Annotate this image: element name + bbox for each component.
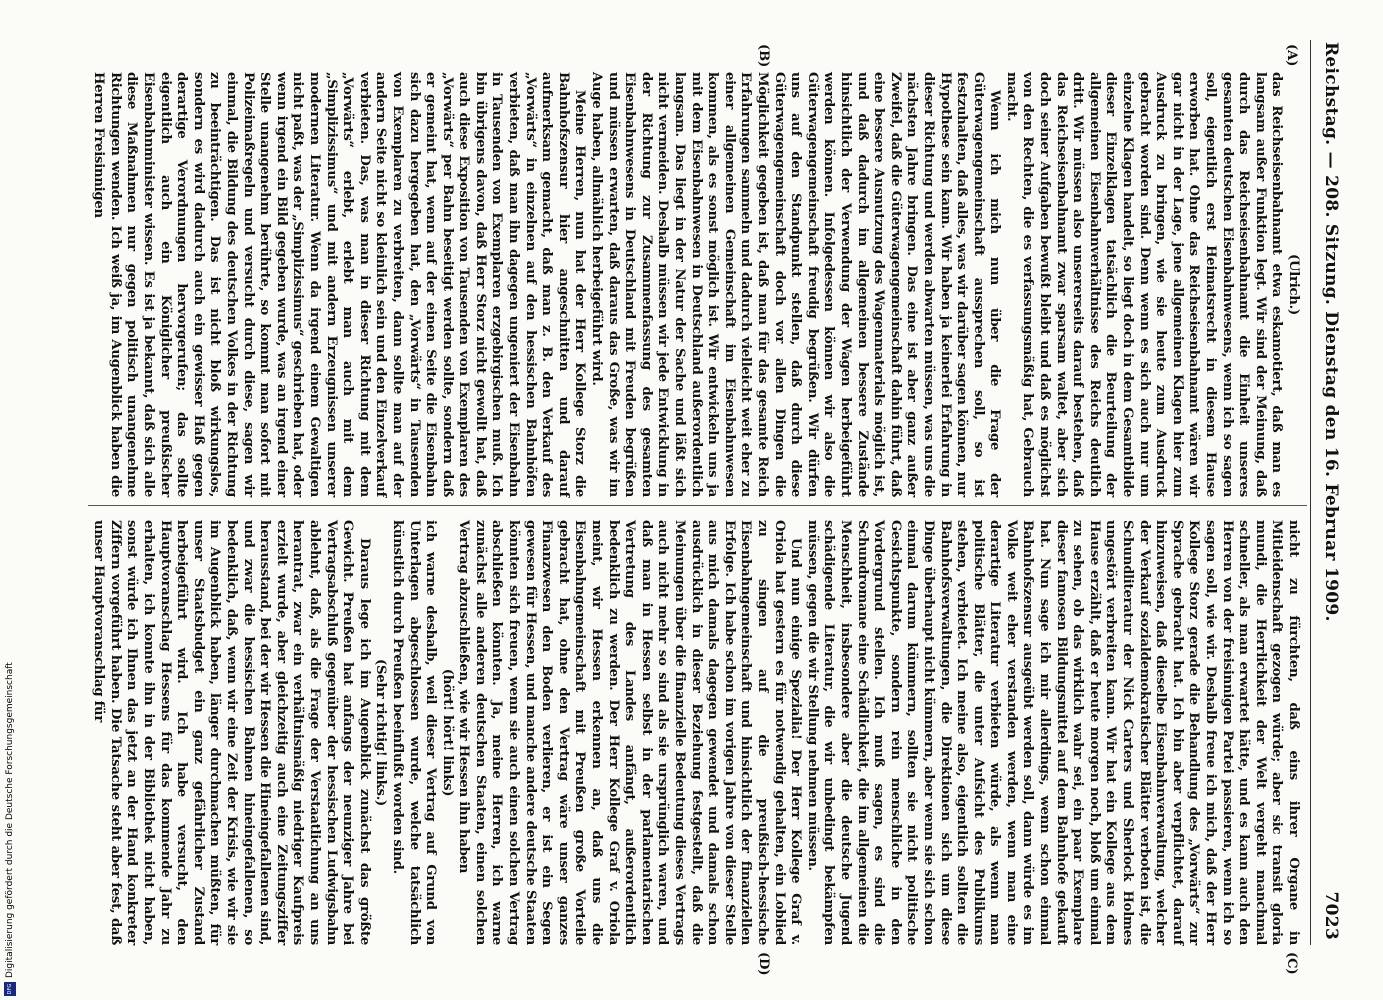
paragraph: Wenn ich mich nun über die Frage der Güterwagengemeinschaft aussprechen soll, so ist festzuhalten, daß alles, was wir darüber sagen können, nur Hypothese sein kann. Wir haben ja keinerlei Erfahrung in dieser Richtung und werden abwarten müssen, was uns die nächsten Jahre bringen. Das eine ist aber ganz außer Zweifel, daß die Güterwagengemeinschaft dahin führt, daß eine bessere Ausnutzung des Wagenmaterials möglich ist, und daß dadurch im allgemeinen bessere Zustände hinsichtlich der Verwendung der Wagen herbeigeführt werden können. Infolgedessen können wir also die Güterwagengemeinschaft freudig begrüßen. Wir dürfen uns auf den Standpunkt stellen, daß durch diese Güterwagengemeinschaft doch vor allen Dingen die Möglichkeit gegeben ist, daß man für das gesamte Reich Erfahrungen sammeln und dadurch vielleicht weit eher zu einer allgemeinen Gemeinschaft im Eisenbahnwesen kommen, als es sonst möglich ist. Wir entwickeln uns ja mit dem Eisenbahnwesen in Deutschland außerordentlich langsam. Das liegt in der Natur der Sache und läßt sich nicht vermeiden. Deshalb müssen wir jede Entwicklung in der Richtung zur Zusammenfassung des gesamten Eisenbahnwesens in Deutschland mit Freuden begrüßen und müssen erwarten, daß daraus das Große, was wir im Auge haben, allmählich herbeigeführt wird. xyxy=(589,72,1003,497)
speaker-name: (Ulrich.) xyxy=(1286,254,1301,315)
page-header-title: Reichstag. — 208. Sitzung. Dienstag den 16. Februar 1909. xyxy=(1321,42,1341,622)
margin-marker-a: (A) xyxy=(1284,44,1299,67)
paragraph: Meine Herren, nun hat der Herr Kollege Storz die Bahnhofszensur hier angeschnitten und darauf aufmerksam gemacht, daß man z. B. den Verkauf des „Vorwärts“ in einzelnen auf den hessischen Bahnhöfen verbieten, daß man ihn dagegen ungeniert der Eisenbahn in Tausenden von Exemplaren erzgebirgischen muß. Ich bin übrigens davon, daß Herr Storz nicht gewollt hat, daß auch diese Exposition von Tausenden von Exemplaren des „Vorwärts“ per Bahn beseitigt werden sollte, sondern daß er gemeint hat, wenn auf der einen Seite die Eisenbahn sich dazu hergegeben hat, den „Vorwärts“ in Tausenden von Exemplaren zu verbreiten, dann sollte man auf der andern Seite nicht so kleinlich sein und den Einzelverkauf verbieten. Das, was man in dieser Richtung mit dem „Vorwärts“ erlebt, erlebt man auch mit dem „Simplizissimus“ und mit andern Erzeugnissen unserer modernen Literatur. Wenn da irgend einem Gewaltigen nicht paßt, was der „Simplizissimus“ geschrieben hat, oder wenn irgend ein Bild gegeben wurde, was an irgend einer Stelle unangenehm berührte, so kommt man sofort mit Polizeimaßregeln und versucht durch diese, sagen wir einmal, die Bildung des deutschen Volkes in der Richtung zu beeinträchtigen. Das ist nicht bloß wirkungslos, sondern es wird dadurch auch ein gewisser Haß gegen derartige Verordnungen hervorgerufen; das sollte eigentlich auch ein Königlicher preußischer Eisenbahnminister wissen. Es ist ja bekannt, daß sich alle diese Maßnahmen nur gegen politisch unangenehme Richtungen wenden. Ich weiß ja, im Augenblick haben die Herren Freisinnigen xyxy=(91,72,588,497)
side-credit-strip xyxy=(0,0,20,1000)
margin-marker-c: (C) xyxy=(1284,952,1299,975)
dfg-logo-icon: DFG xyxy=(4,982,16,996)
interjection: (hört! hört! links) xyxy=(439,668,455,797)
margin-marker-b: (B) xyxy=(756,44,771,68)
header-rule xyxy=(1310,40,1311,945)
paragraph: Und nun einige Spezialia! Der Herr Kollege Graf v. Oriola hat gestern es für notwendig gehalten, ein Loblied zu singen auf die preußisch-hessische Eisenbahngemeinschaft und hinsichtlich der finanziellen Erfolge. Ich habe schon im vorigen Jahre von dieser Stelle aus mich damals dagegen gewendet und damals schon ausdrücklich in dieser Beziehung festgestellt, daß die Meinungen über die finanzielle Bedeutung dieses Vertrags auch nicht mehr so sind als sie ursprünglich waren, und daß man in Hessen selbst in der parlamentarischen Vertretung des Landes anfängt, außerordentlich bedenklich zu werden. Der Herr Kollege Graf v. Oriola meint, wir Hessen erkennen an, daß uns die Eisenbahngemeinschaft mit Preußen große Vorteile gebracht hat, ohne den Vertrag wäre unser ganzes Finanzwesen den Boden verlieren, er ist ein Segen gewesen für Hessen, und manche andere deutsche Staaten könnten sich freuen, wenn sie auch einen solchen Vertrag abschließen könnten. Ja, meine Herren, ich warne zunächst alle anderen deutschen Staaten, einen solchen Vertrag abzuschließen, wie wir Hessen ihn haben xyxy=(456,520,804,945)
right-column xyxy=(90,520,1301,945)
paragraph: das Reichseisenbahnamt etwa eskamotiert, daß man es langsam außer Funktion legt. Wir sind der Meinung, daß durch das Reichseisenbahnamt die Einheit unseres gesamten deutschen Eisenbahnwesens, wenn ich so sagen soll, eigentlich erst Heimatsrecht in diesem Hause erworben hat. Ohne das Reichseisenbahnamt wären wir gar nicht in der Lage, jene allgemeinen Klagen hier zum Ausdruck zu bringen, wie sie heute zum Ausdruck gebracht worden sind. Denn wenn es sich auch nur um einzelne Klagen handelt, so liegt doch in dem Gesamtbilde dieser Einzelklagen tatsächlich die Beurteilung der allgemeinen Eisenbahnverhältnisse des Reichs deutlich dritt. Wir müssen also unsererseits darauf bestehen, daß das Reichseisenbahnamt zwar sparsam waltet, aber sich doch seiner Aufgaben bewußt bleibt und daß es möglichst von den Rechten, die es verfassungsmäßig hat, Gebrauch macht. xyxy=(1003,72,1285,497)
digitization-credit: Digitalisierung gefördert durch die Deutsche Forschungsgemeinschaft xyxy=(5,662,15,978)
credit-rotator xyxy=(0,0,20,1000)
interjection: (Sehr richtig! links.) xyxy=(373,658,389,807)
paragraph: Daraus lege ich im Augenblick zunächst das größte Gewicht. Preußen hat anfangs der neunziger Jahre bei Vertragsabschluß gegenüber der hessischen Ludwigsbahn ablehnt, daß, als die Frage der Verstaatlichung an uns herantrat, zwar ein verhältnismäßig niedriger Kaufpreis erzielt wurde, aber gleichzeitig auch eine Zeitungsziffer herausstand, bei der wir Hessen die Hineingefallenen sind, und zwar die hessischen Bahnen hineingefallenen, so bedenklich, daß, wenn wir eine Zeit der Krisis, wie wir sie im Augenblick haben, länger durchmachen müßten, für unser Staatsbudget ein ganz gefährlicher Zustand herbeigeführt wird. Ich habe versucht, den Hauptvoranschlag Hessens für das kommende Jahr zu erhalten, ich konnte ihn in der Bibliothek nicht haben, sonst würde ich Ihnen das jetzt an der Hand konkreter Ziffern vorgeführt haben. Die Tatsache steht aber fest, daß unser Hauptvoranschlag für xyxy=(91,520,372,945)
running-head xyxy=(1311,42,1341,940)
left-column xyxy=(90,72,1301,497)
margin-marker-d: (D) xyxy=(756,952,771,976)
paragraph: nicht zu fürchten, daß eins ihrer Organe in Mitleidenschaft gezogen würde; aber sic transit gloria mundi, die Herrlichkeit der Welt vergeht manchmal schneller, als man erwartet hätte, und es kann auch den Herren von der freisinnigen Partei passieren, wenn ich so sagen soll, wie wir. Deshalb freue ich mich, daß der Herr Kollege Storz gerade die Behandlung des „Vorwärts“ zur Sprache gebracht hat. Ich bin aber verpflichtet, darauf hinzuweisen, daß dieselbe Eisenbahnverwaltung, welcher der Verkauf sozialdemokratischer Blätter verboten ist, die Schundliteratur der Nick Carters und Sherlock Holmes ungestört verbreiten kann. Wir hat ein Kollege aus dem Hause erzählt, daß er heute morgen noch, bloß um einmal zu sehen, ob das wirklich wahr sei, ein paar Exemplare dieser famosen Bildungsmittel auf dem Bahnhofe gekauft hat. Nun sage ich mir allerdings, wenn schon einmal Bahnhofszensur ausgeübt werden soll, dann würde es im Volke weit eher verstanden werden, wenn man eine derartige Literatur verbieten würde, als wenn man politische Blätter, die unter Aufsicht des Publikums stehen, verbietet. Ich meine also, eigentlich sollten die Bahnhofsverwaltungen, die Direktionen sich um diese Dinge überhaupt nicht kümmern, aber wenn sie sich schon einmal darum kümmern, sollten sie nicht politische Gesichtspunkte, sondern rein menschliche in den Vordergrund stellen. Ich muß sagen, es sind die Schundromane eine Schädlichkeit, die im allgemeinen die Menschheit, insbesondere aber die deutsche Jugend schädigende Literatur, die wir unbedingt bekämpfen müssen, gegen die wir Stellung nehmen müssen. xyxy=(804,520,1301,945)
paragraph: ich warne deshalb, weil dieser Vertrag auf Grund von Unterlagen abgeschlossen wurde, welche tatsächlich künstlich durch Preußen beeinflußt worden sind. xyxy=(389,520,439,945)
page-number: 7023 xyxy=(1321,891,1341,940)
column-divider xyxy=(88,505,1307,506)
